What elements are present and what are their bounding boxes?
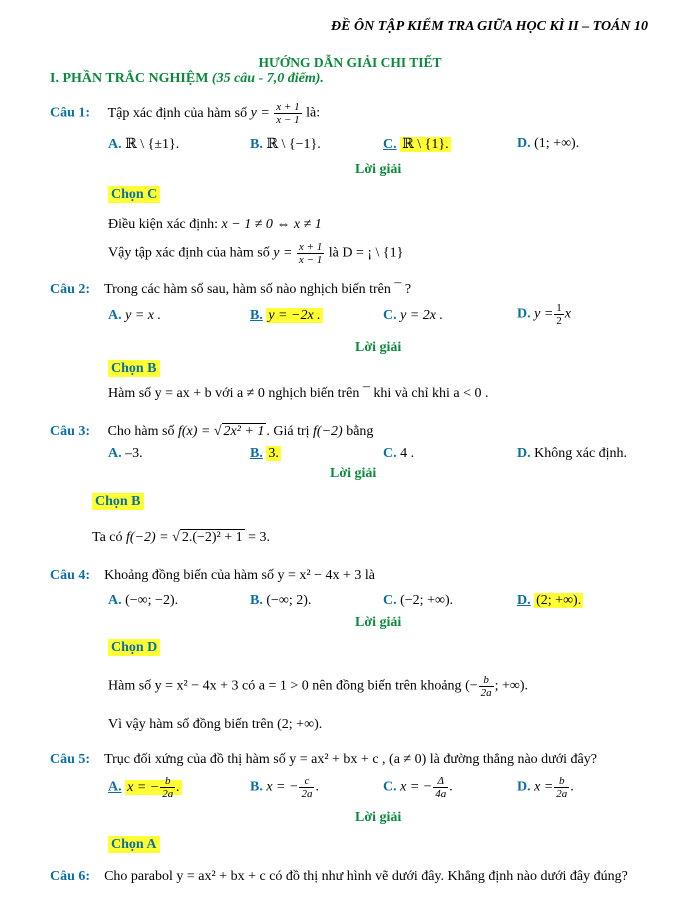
q3-solution-line-1: Ta có f(−2) = √ 2.(−2)² + 1 = 3. (92, 530, 271, 545)
q5-option-b: B. x = − $\frac{c}{2a}$ . (250, 775, 319, 800)
solution-heading: Lời giải (355, 615, 402, 630)
q2-solution-line-1: Hàm số y = ax + b với a ≠ 0 nghịch biến trên ¯ khi và chỉ khi a < 0 . (108, 386, 489, 401)
q2-option-b: B. y = −2x . (250, 308, 321, 323)
fraction: $\frac{1}{2}$ (556, 302, 562, 327)
answer-choice: Chọn A (108, 837, 160, 853)
document-title: HƯỚNG DẪN GIẢI CHI TIẾT (258, 55, 442, 70)
q4-option-d: D. (2; +∞). (517, 593, 582, 608)
fraction: $\frac{x + 1}{x - 1}$ (276, 101, 300, 126)
answer-choice: Chọn B (92, 494, 144, 510)
q4-solution-line-2: Vì vậy hàm số đồng biến trên (2; +∞). (108, 717, 323, 732)
q1-option-a: A. ℝ \ {±1}. (108, 137, 180, 152)
q2-option-d: D. y = $\frac{1}{2}$ x (517, 302, 572, 327)
question-label: Câu 1: (50, 105, 91, 121)
q3-option-b: B. 3. (250, 446, 279, 461)
q2-option-c: C. y = 2x . (383, 308, 443, 323)
q4-option-b: B. (−∞; 2). (250, 593, 312, 608)
question-2: Câu 2: Trong các hàm số sau, hàm số nào nghịch biến trên ¯ ? (50, 282, 412, 297)
section-heading: I. PHẦN TRẮC NGHIỆM (35 câu - 7,0 điểm). (50, 71, 324, 86)
fraction: $\frac{b}{2a}$ (556, 775, 568, 800)
q5-option-a: A. x = − $\frac{b}{2a}$ . (108, 775, 180, 800)
q1-option-c: C. ℝ \ {1}. (383, 137, 449, 152)
q1-solution-line-1: Điều kiện xác định: x − 1 ≠ 0 ⇔ x ≠ 1 (108, 217, 322, 232)
q5-option-c: C. x = − $\frac{\Delta}{4a}$ . (383, 775, 453, 800)
answer-choice: Chọn B (108, 361, 160, 377)
q4-option-c: C. (−2; +∞). (383, 593, 454, 608)
q1-option-b: B. ℝ \ {−1}. (250, 137, 321, 152)
q5-option-d: D. x = $\frac{b}{2a}$ . (517, 775, 574, 800)
q4-solution-line-1: Hàm số y = x² − 4x + 3 có a = 1 > 0 nên đồng biến trên khoảng (− $\frac{b}{2a}$ ; +∞). (108, 674, 529, 699)
solution-heading: Lời giải (355, 162, 402, 177)
question-6: Câu 6: Cho parabol y = ax² + bx + c có đồ thị như hình vẽ dưới đây. Khẳng định nào dưới đây đúng? (50, 869, 628, 884)
question-4: Câu 4: Khoảng đồng biến của hàm số y = x² − 4x + 3 là (50, 568, 375, 583)
solution-heading: Lời giải (330, 466, 377, 481)
q3-option-a: A. –3. (108, 446, 143, 461)
answer-choice: Chọn C (108, 187, 160, 203)
solution-heading: Lời giải (355, 810, 402, 825)
question-1: Câu 1: Tập xác định của hàm số y = $\frac{x + 1}{x - 1}$ là: (50, 101, 321, 126)
q3-option-d: D. Không xác định. (517, 446, 628, 461)
fraction: $\frac{c}{2a}$ (301, 775, 313, 800)
question-5: Câu 5: Trục đối xứng của đồ thị hàm số y = ax² + bx + c , (a ≠ 0) là đường thẳng nào dưới đây? (50, 752, 597, 767)
document-header: ĐỀ ÔN TẬP KIỂM TRA GIỮA HỌC KÌ II – TOÁN 10 (331, 19, 648, 34)
fraction: $\frac{\Delta}{4a}$ (435, 775, 447, 800)
answer-choice: Chọn D (108, 640, 160, 656)
q1-option-d: D. (1; +∞). (517, 136, 580, 151)
q4-option-a: A. (−∞; −2). (108, 593, 179, 608)
q3-option-c: C. 4 . (383, 446, 415, 461)
fraction: $\frac{x + 1}{x - 1}$ (298, 241, 323, 266)
solution-heading: Lời giải (355, 340, 402, 355)
question-3: Câu 3: Cho hàm số f(x) = √ 2x² + 1 . Giá trị f(−2) bằng (50, 424, 374, 439)
fraction: $\frac{b}{2a}$ (480, 674, 492, 699)
fraction: $\frac{b}{2a}$ (162, 775, 174, 800)
q2-option-a: A. y = x . (108, 308, 161, 323)
q1-solution-line-2: Vậy tập xác định của hàm số y = $\frac{x + 1}{x - 1}$ là D = ¡ \ {1} (108, 241, 404, 266)
